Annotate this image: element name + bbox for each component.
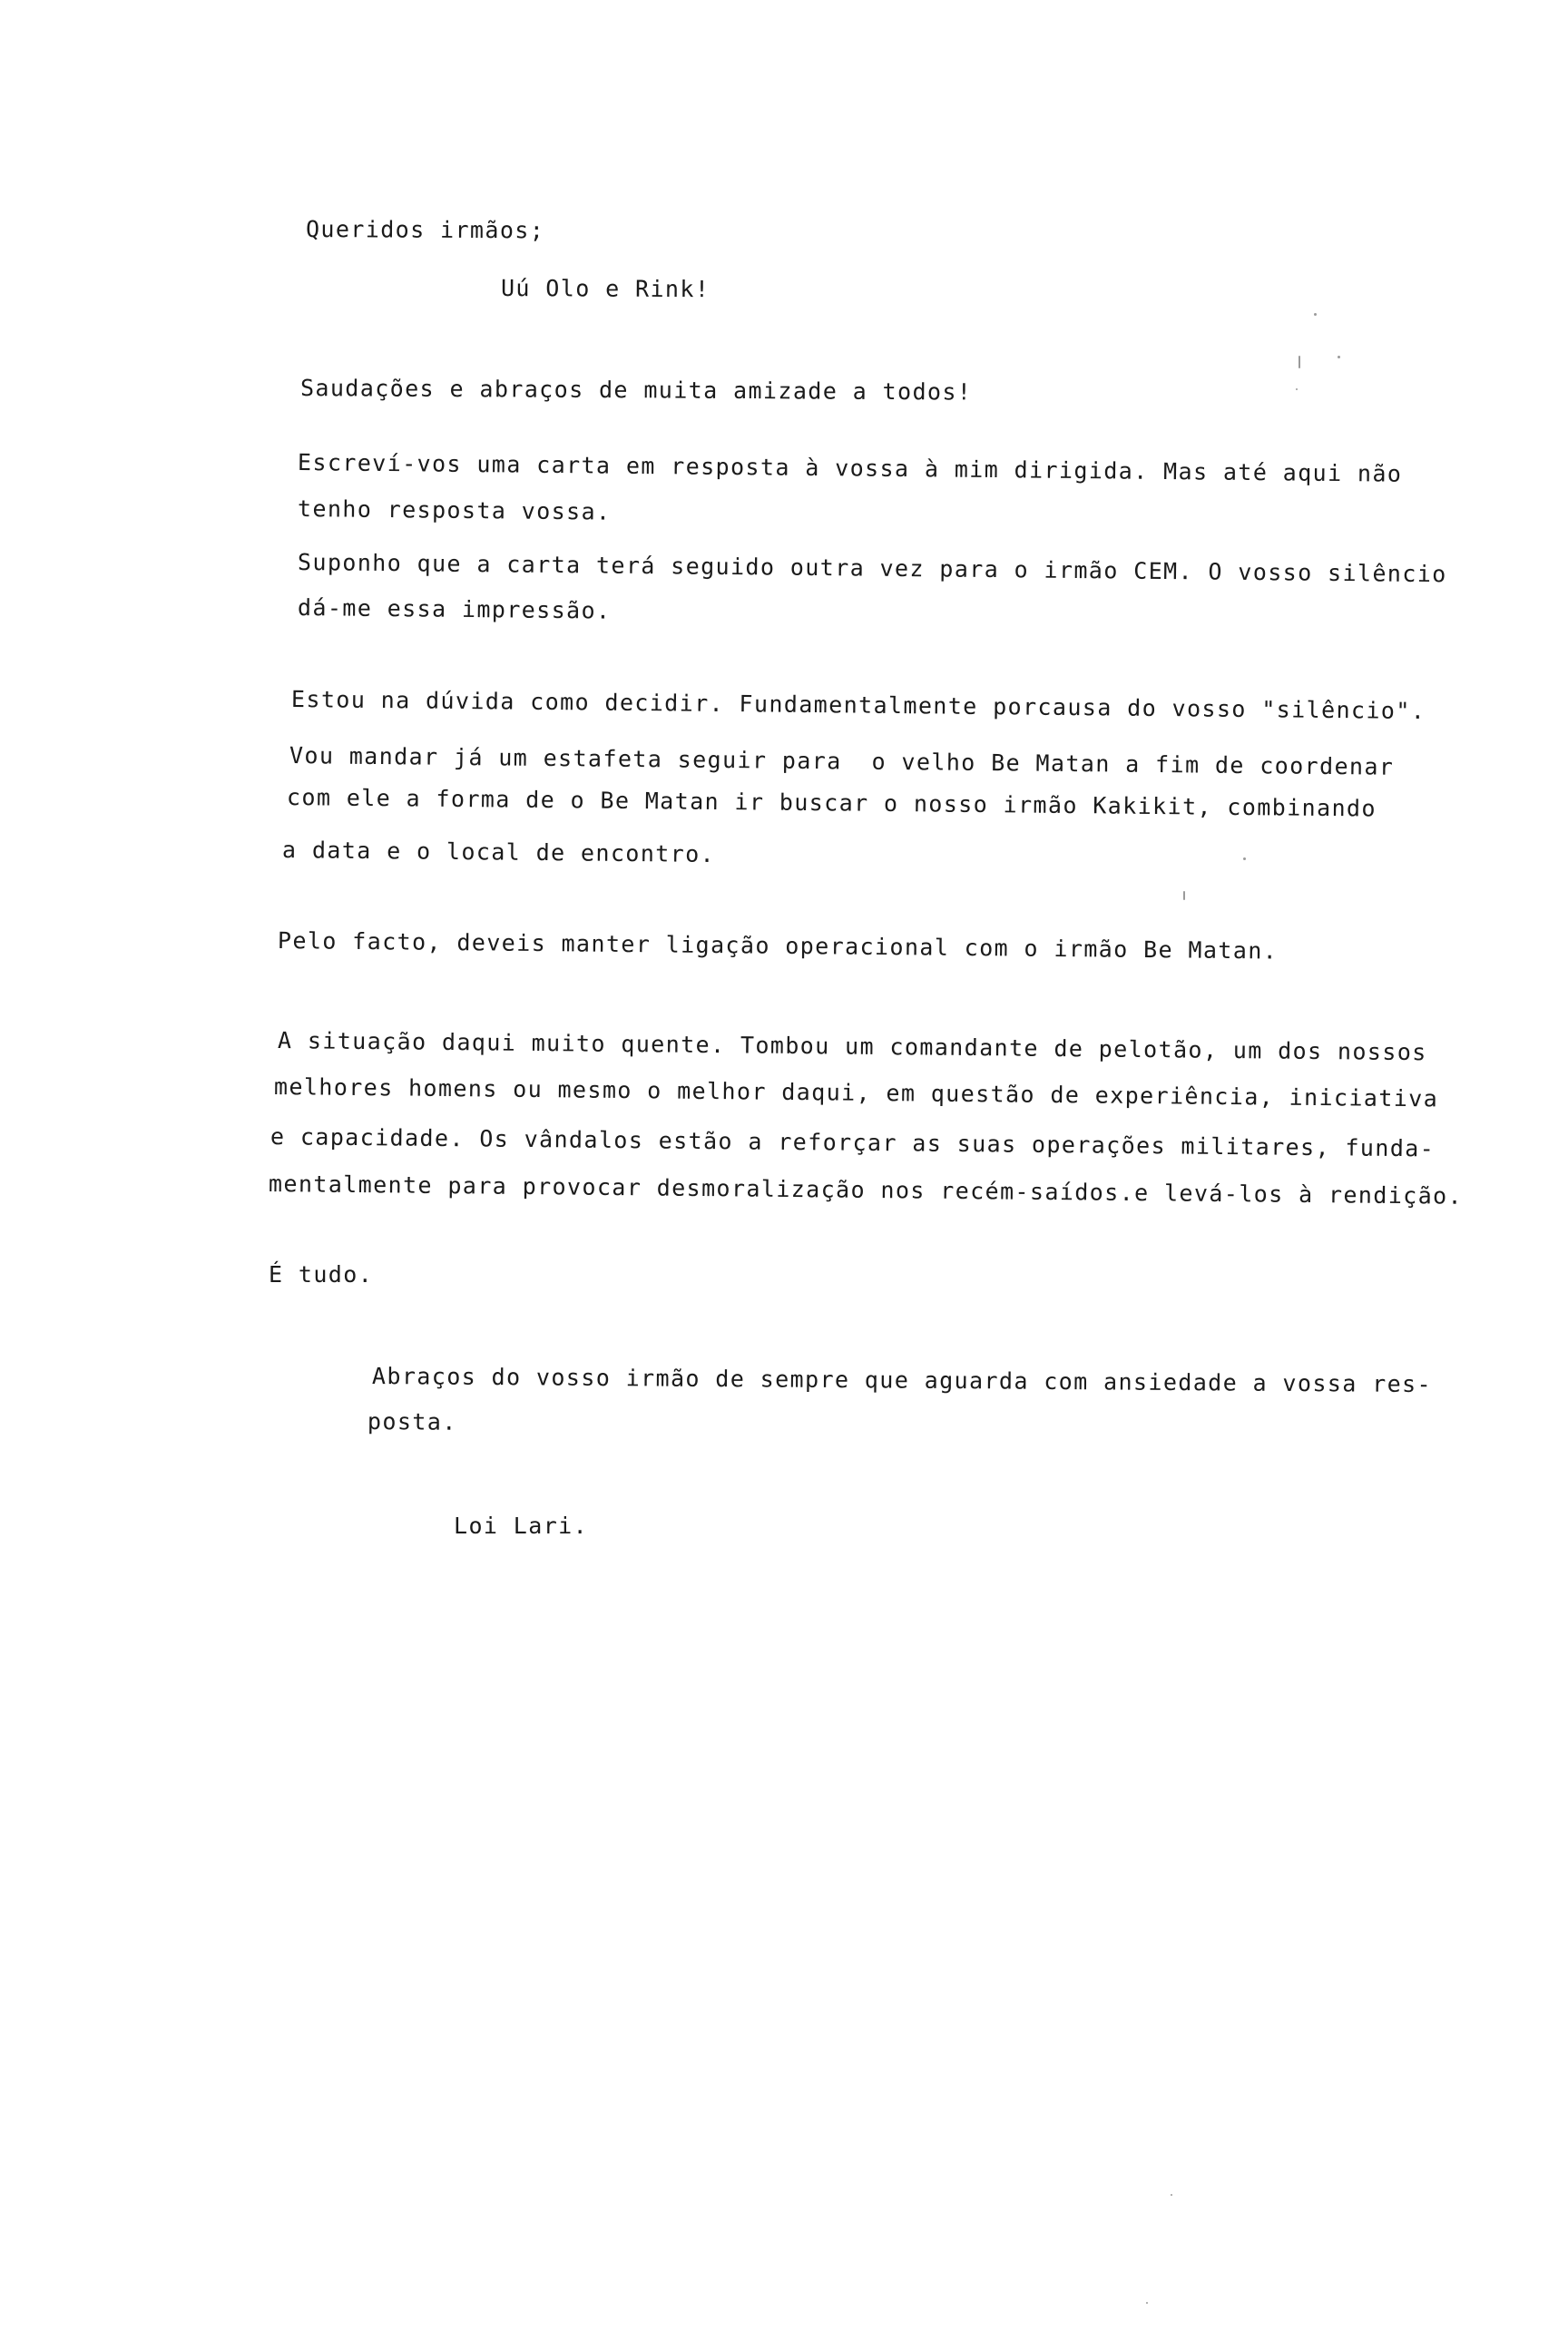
addressees: Uú Olo e Rink! <box>500 275 710 303</box>
paragraph-3-line-2: Vou mandar já um estafeta seguir para o velho Be Matan a fim de coordenar <box>289 742 1395 780</box>
scan-speck <box>1171 2194 1172 2196</box>
paragraph-2-line-1: Suponho que a carta terá seguido outra vez para o irmão CEM. O vosso silêncio <box>297 549 1447 588</box>
scan-speck <box>1146 2302 1148 2304</box>
scan-speck <box>1183 891 1185 900</box>
paragraph-1-line-1: Escreví-vos uma carta em resposta à vossa à mim dirigida. Mas até aqui não <box>297 449 1403 487</box>
paragraph-2-line-2: dá-me essa impressão. <box>297 594 612 624</box>
paragraph-3-line-3: com ele a forma de o Be Matan ir buscar o nosso irmão Kakikit, combinando <box>286 784 1377 822</box>
greeting-line: Saudações e abraços de muita amizade a todos! <box>299 375 973 406</box>
closing-line-2: posta. <box>367 1408 457 1435</box>
scan-speck <box>1314 313 1317 316</box>
scan-speck <box>1296 388 1298 390</box>
paragraph-5-line-4: mentalmente para provocar desmoralização nos recém-saídos.e levá-los à rendição. <box>268 1170 1464 1210</box>
closing-short: É tudo. <box>269 1261 374 1288</box>
scan-speck <box>1298 356 1300 368</box>
paragraph-5-line-3: e capacidade. Os vândalos estão a reforçar as suas operações militares, funda- <box>270 1123 1436 1162</box>
paragraph-3-line-4: a data e o local de encontro. <box>281 837 716 867</box>
scan-speck <box>1338 356 1340 358</box>
closing-line-1: Abraços do vosso irmão de sempre que aguarda com ansiedade a vossa res- <box>371 1363 1433 1398</box>
signature: Loi Lari. <box>454 1513 589 1539</box>
salutation: Queridos irmãos; <box>305 216 545 244</box>
paragraph-3-line-1: Estou na dúvida como decidir. Fundamentalmente porcausa do vosso "silêncio". <box>290 686 1426 725</box>
paragraph-5-line-2: melhores homens ou mesmo o melhor daqui, em questão de experiência, iniciativa <box>273 1073 1439 1112</box>
paragraph-5-line-1: A situação daqui muito quente. Tombou um comandante de pelotão, um dos nossos <box>277 1027 1427 1066</box>
paragraph-4-line-1: Pelo facto, deveis manter ligação operacional com o irmão Be Matan. <box>277 927 1279 965</box>
scan-speck <box>1243 857 1246 860</box>
paragraph-1-line-2: tenho resposta vossa. <box>297 495 612 525</box>
